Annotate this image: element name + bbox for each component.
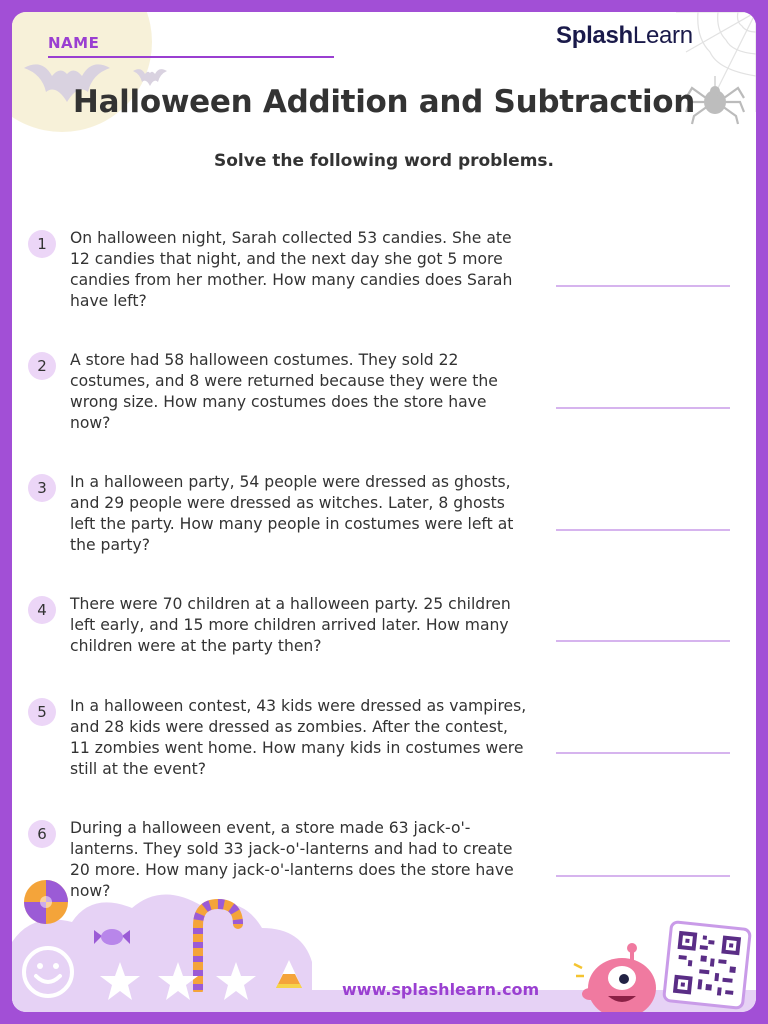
star-icons — [98, 960, 278, 1004]
name-field-line[interactable] — [48, 56, 334, 58]
website-url[interactable]: www.splashlearn.com — [342, 980, 540, 999]
question-number: 4 — [28, 596, 56, 624]
name-label: NAME — [48, 34, 100, 52]
question-number: 3 — [28, 474, 56, 502]
question-number: 6 — [28, 820, 56, 848]
smiley-icon — [20, 944, 76, 1000]
question-text: There were 70 children at a halloween party. 25 children left early, and 15 more children arrived later. How many children were at the party then? — [70, 595, 511, 655]
answer-line[interactable] — [556, 407, 730, 409]
candy-icon — [92, 924, 132, 952]
question-text: On halloween night, Sarah collected 53 candies. She ate 12 candies that night, and the next day she got 5 more candies from her mother. How many candies does Sarah have left? — [70, 229, 513, 310]
star-icon — [158, 962, 198, 1000]
lollipop-icon — [20, 878, 74, 948]
worksheet-page — [12, 12, 756, 1012]
question-text: During a halloween event, a store made 63 jack-o'-lanterns. They sold 33 jack-o'-lanterns and had to create 20 more. How many jack-o'-lanterns does the store have now? — [70, 819, 514, 900]
answer-line[interactable] — [556, 285, 730, 287]
answer-line[interactable] — [556, 752, 730, 754]
qr-code-icon[interactable] — [662, 920, 752, 1010]
question-text: A store had 58 halloween costumes. They sold 22 costumes, and 8 were returned because they were the wrong size. How many costumes does the store have now? — [70, 351, 498, 432]
question-number: 1 — [28, 230, 56, 258]
star-icon — [100, 962, 140, 1000]
star-icon — [216, 962, 256, 1000]
question-number: 2 — [28, 352, 56, 380]
splashlearn-logo: SplashLearn — [556, 22, 693, 49]
answer-line[interactable] — [556, 529, 730, 531]
page-title: Halloween Addition and Subtraction — [72, 84, 696, 120]
question-text: In a halloween party, 54 people were dressed as ghosts, and 29 people were dressed as witches. Later, 8 ghosts left the party. How many people in costumes were left at the party? — [70, 473, 514, 554]
question-text: In a halloween contest, 43 kids were dressed as vampires, and 28 kids were dressed as zombies. After the contest, 11 zombies went home. How many kids in costumes were still at the event? — [70, 697, 527, 778]
monster-icon — [572, 934, 664, 1012]
question-number: 5 — [28, 698, 56, 726]
candy-corn-icon — [274, 958, 304, 990]
instructions: Solve the following word problems. — [214, 151, 554, 171]
answer-line[interactable] — [556, 640, 730, 642]
